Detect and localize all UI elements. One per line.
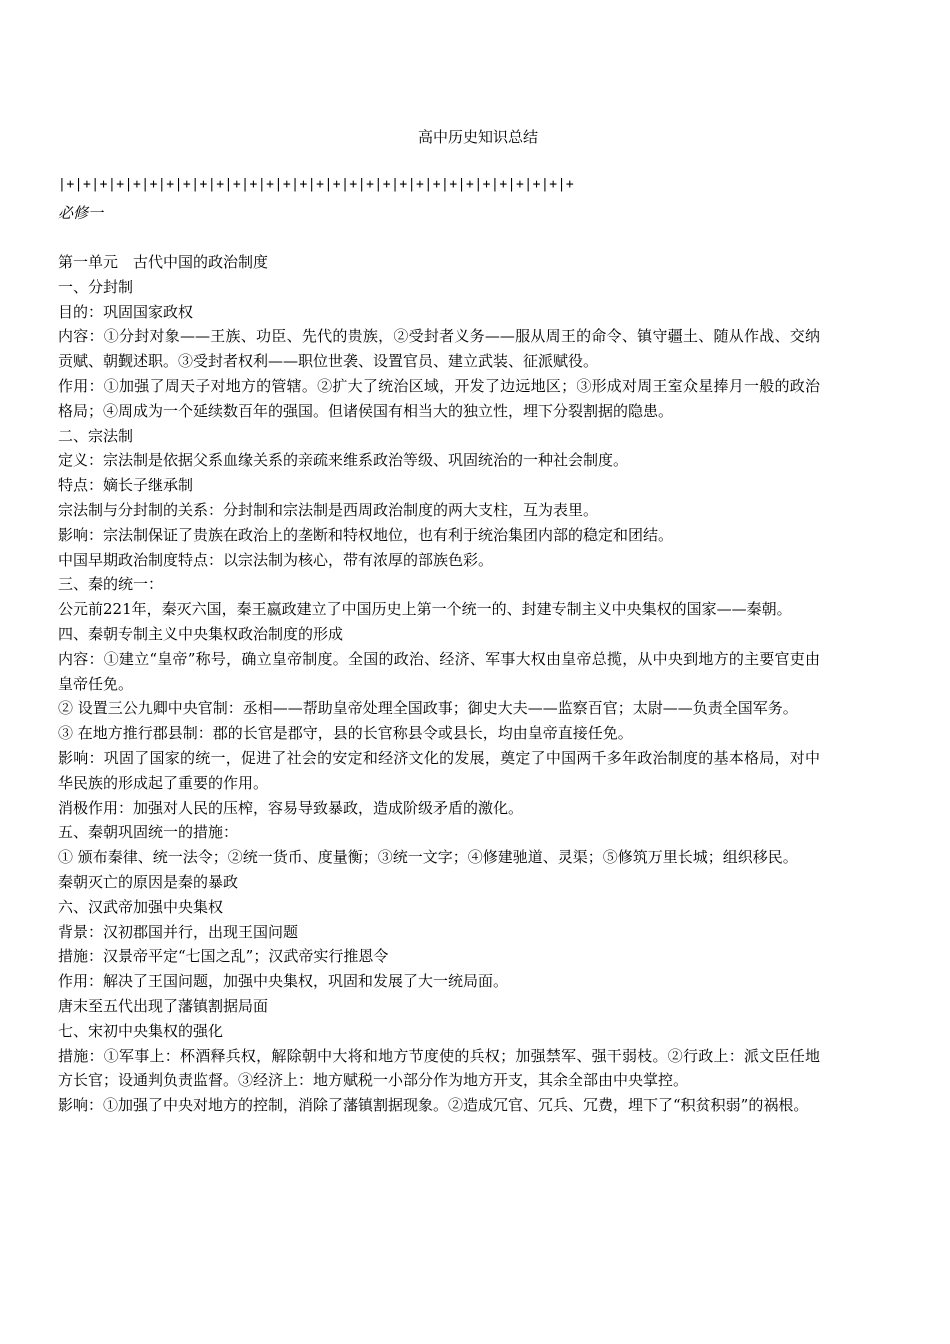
page-title: 高中历史知识总结 xyxy=(417,128,538,146)
paragraph: 秦朝灭亡的原因是秦的暴政 xyxy=(58,872,239,891)
paragraph: 影响：①加强了中央对地方的控制，消除了藩镇割据现象。②造成冗官、冗兵、冗费，埋下了“积贫积弱”的祸根。 xyxy=(58,1096,809,1115)
paragraph: 背景：汉初郡国并行，出现王国问题 xyxy=(58,922,299,941)
paragraph: 内容：①建立“皇帝”称号，确立皇帝制度。全国的政治、经济、军事大权由皇帝总揽，从中央到地方的主要官吏由皇帝任免。 xyxy=(58,649,820,693)
paragraph: 宗法制与分封制的关系：分封制和宗法制是西周政治制度的两大支柱，互为表里。 xyxy=(58,500,599,519)
unit-heading: 第一单元 古代中国的政治制度 xyxy=(58,253,269,271)
paragraph: ② 设置三公九卿中央官制：丞相——帮助皇帝处理全国政事；御史大夫——监察百官；太尉——负责全国军务。 xyxy=(58,699,798,718)
paragraph: 作用：①加强了周天子对地方的管辖。②扩大了统治区域，开发了边远地区；③形成对周王室众星捧月一般的政治格局；④周成为一个延续数百年的强国。但诸侯国有相当大的独立性，埋下分裂割据的隐患。 xyxy=(58,376,820,420)
paragraph: 特点：嫡长子继承制 xyxy=(58,476,194,495)
paragraph: 影响：巩固了国家的统一，促进了社会的安定和经济文化的发展，奠定了中国两千多年政治制度的基本格局，对中华民族的形成起了重要的作用。 xyxy=(58,748,820,792)
section-heading: 二、宗法制 xyxy=(58,426,134,445)
paragraph: ① 颁布秦律、统一法令；②统一货币、度量衡；③统一文字；④修建驰道、灵渠；⑤修筑万里长城；组织移民。 xyxy=(58,848,798,867)
document-body xyxy=(58,250,820,1118)
paragraph: 唐末至五代出现了藩镇割据局面 xyxy=(58,996,269,1015)
section-heading: 三、秦的统一： xyxy=(58,575,164,594)
paragraph: 定义：宗法制是依据父系血缘关系的亲疏来维系政治等级、巩固统治的一种社会制度。 xyxy=(58,451,629,470)
section-heading: 一、分封制 xyxy=(58,277,134,296)
paragraph: 作用：解决了王国问题，加强中央集权，巩固和发展了大一统局面。 xyxy=(58,972,509,991)
section-heading: 五、秦朝巩固统一的措施： xyxy=(58,823,239,842)
section-subtitle: 必修一 xyxy=(58,204,104,222)
paragraph: 目的：巩固国家政权 xyxy=(58,302,194,321)
paragraph: ③ 在地方推行郡县制：郡的长官是郡守，县的长官称县令或县长，均由皇帝直接任免。 xyxy=(58,724,633,743)
section-heading: 四、秦朝专制主义中央集权政治制度的形成 xyxy=(58,624,344,643)
ruler-line: |+|+|+|+|+|+|+|+|+|+|+|+|+|+|+|+|+|+|+|+|+|+|+|+|+|+|+|+|+|+|+ xyxy=(58,177,575,192)
paragraph: 公元前221年，秦灭六国，秦王嬴政建立了中国历史上第一个统一的、封建专制主义中央集权的国家——秦朝。 xyxy=(58,600,792,619)
paragraph: 内容：①分封对象——王族、功臣、先代的贵族，②受封者义务——服从周王的命令、镇守疆土、随从作战、交纳贡赋、朝觐述职。③受封者权利——职位世袭、设置官员、建立武装、征派赋役。 xyxy=(58,327,820,371)
paragraph: 影响：宗法制保证了贵族在政治上的垄断和特权地位，也有利于统治集团内部的稳定和团结。 xyxy=(58,525,674,544)
paragraph: 措施：汉景帝平定“七国之乱”；汉武帝实行推恩令 xyxy=(58,947,389,966)
section-heading: 七、宋初中央集权的强化 xyxy=(58,1021,224,1040)
paragraph: 消极作用：加强对人民的压榨，容易导致暴政，造成阶级矛盾的激化。 xyxy=(58,798,524,817)
paragraph: 中国早期政治制度特点：以宗法制为核心，带有浓厚的部族色彩。 xyxy=(58,550,494,569)
section-heading: 六、汉武帝加强中央集权 xyxy=(58,897,224,916)
paragraph: 措施：①军事上：杯酒释兵权，解除朝中大将和地方节度使的兵权；加强禁军、强干弱枝。②行政上：派文臣任地方长官；设通判负责监督。③经济上：地方赋税一小部分作为地方开支，其余全部由中央掌控。 xyxy=(58,1046,820,1090)
